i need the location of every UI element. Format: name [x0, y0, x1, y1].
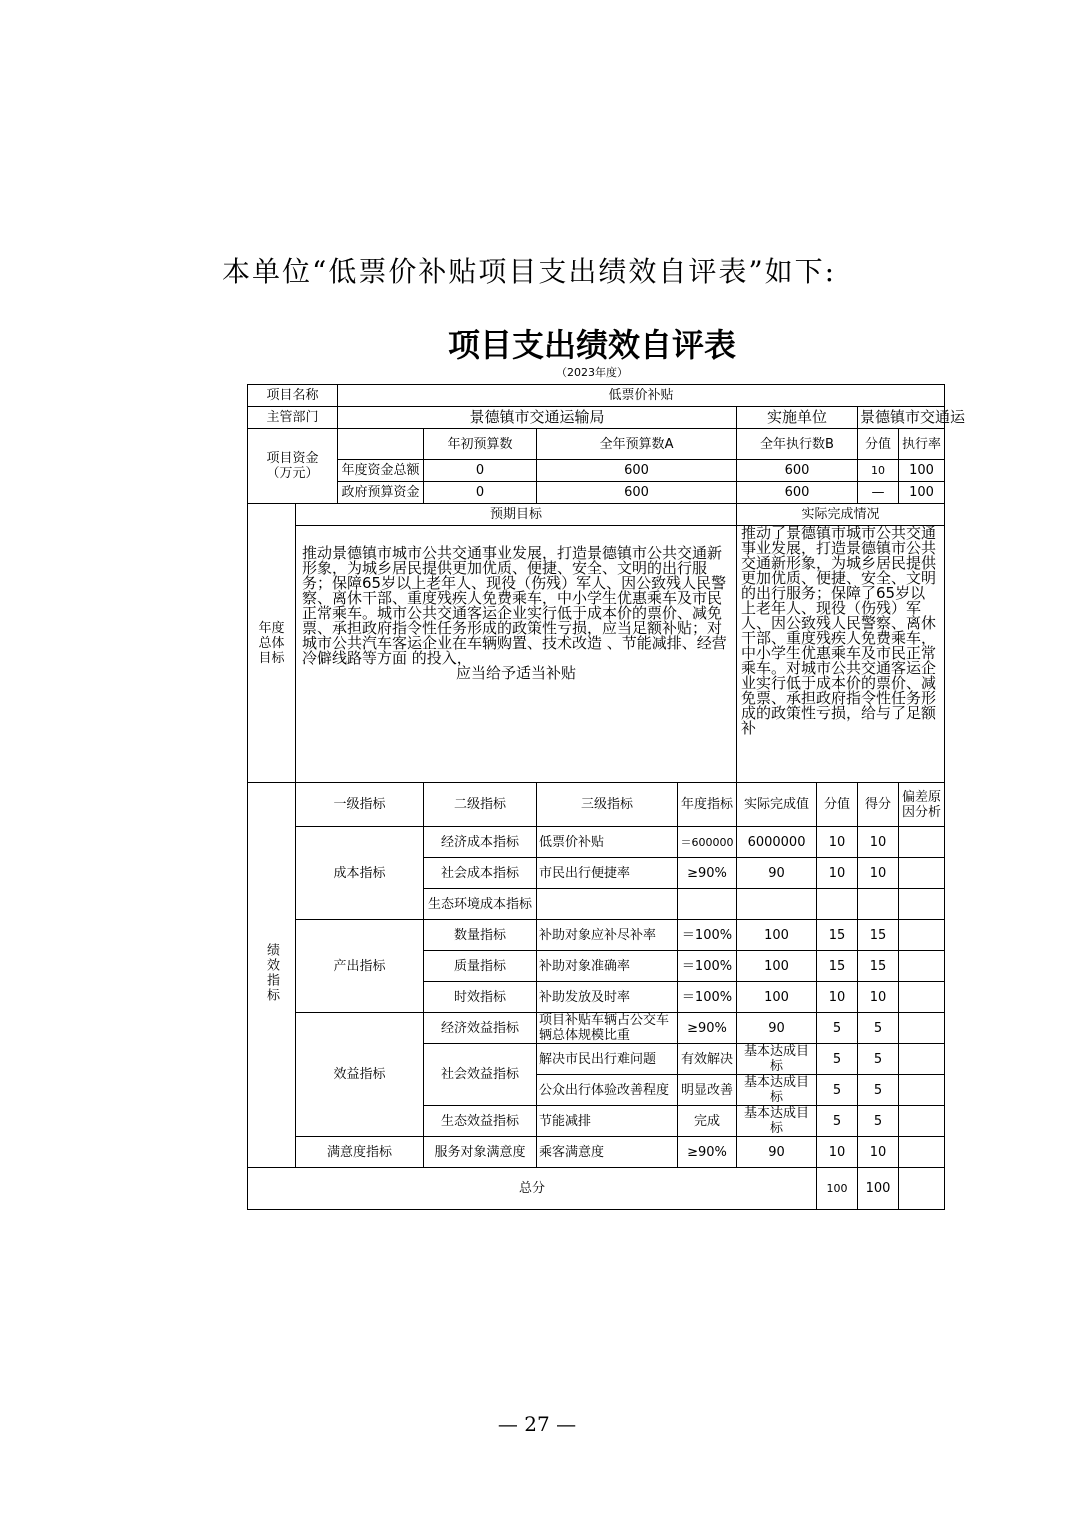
ind-l2: 经济成本指标 [424, 827, 537, 858]
label-year-goal-text: 年度 总体 目标 [258, 620, 285, 666]
funds-row-score-val: — [858, 482, 899, 504]
form-subtitle: （2023年度） [556, 366, 628, 379]
ind-l1: 成本指标 [296, 827, 424, 920]
ind-l1: 满意度指标 [296, 1137, 424, 1168]
ind-header-l3: 三级指标 [537, 783, 678, 827]
page-number: — 27 — [497, 1412, 577, 1436]
ind-score [858, 889, 899, 920]
ind-actual: 100 [737, 920, 817, 951]
ind-val: 5 [817, 1075, 858, 1106]
label-actual: 实际完成情况 [737, 504, 945, 526]
ind-l2: 社会成本指标 [424, 858, 537, 889]
ind-l3: 补助发放及时率 [537, 982, 678, 1013]
ind-score: 5 [858, 1075, 899, 1106]
ind-actual [737, 889, 817, 920]
ind-val: 10 [817, 1137, 858, 1168]
ind-header-l2: 二级指标 [424, 783, 537, 827]
ind-target [678, 889, 737, 920]
label-year-goal [248, 504, 296, 783]
ind-score: 5 [858, 1044, 899, 1075]
ind-l2: 生态效益指标 [424, 1106, 537, 1137]
ind-l2: 数量指标 [424, 920, 537, 951]
ind-target: ＝600000 [678, 827, 737, 858]
ind-deviation [899, 920, 945, 951]
ind-target: ≥90% [678, 858, 737, 889]
label-total: 总分 [248, 1168, 817, 1210]
ind-header-target: 年度指标 [678, 783, 737, 827]
ind-header-actual: 实际完成值 [737, 783, 817, 827]
ind-val: 5 [817, 1044, 858, 1075]
ind-header-score: 得分 [858, 783, 899, 827]
ind-deviation [899, 1075, 945, 1106]
ind-score: 5 [858, 1013, 899, 1044]
funds-header-score-val: 分值 [858, 429, 899, 460]
ind-target: ＝100% [678, 982, 737, 1013]
label-project-name: 项目名称 [248, 385, 338, 407]
ind-actual: 6000000 [737, 827, 817, 858]
ind-score: 10 [858, 858, 899, 889]
ind-header-val: 分值 [817, 783, 858, 827]
ind-l3: 低票价补贴 [537, 827, 678, 858]
intro-sentence: 本单位“低票价补贴项目支出绩效自评表”如下: [222, 255, 837, 288]
funds-row-exec: 600 [737, 460, 858, 482]
ind-deviation [899, 1106, 945, 1137]
funds-row-exec: 600 [737, 482, 858, 504]
ind-score: 15 [858, 951, 899, 982]
ind-target: ≥90% [678, 1137, 737, 1168]
ind-deviation [899, 827, 945, 858]
ind-val: 10 [817, 982, 858, 1013]
form-title: 项目支出绩效自评表 [447, 326, 736, 364]
total-score: 100 [858, 1168, 899, 1210]
ind-score: 10 [858, 1137, 899, 1168]
goal-expected [296, 526, 737, 783]
funds-header-initial: 年初预算数 [424, 429, 537, 460]
ind-val: 5 [817, 1106, 858, 1137]
ind-target: ＝100% [678, 920, 737, 951]
ind-l2: 社会效益指标 [424, 1044, 537, 1106]
label-department: 主管部门 [248, 407, 338, 429]
label-impl-unit: 实施单位 [737, 407, 858, 429]
ind-l3: 节能减排 [537, 1106, 678, 1137]
project-name-value: 低票价补贴 [338, 385, 945, 407]
funds-header-rate: 执行率 [899, 429, 945, 460]
ind-l2: 经济效益指标 [424, 1013, 537, 1044]
impl-unit-value: 景德镇市交通运 [858, 407, 945, 429]
ind-l2: 生态环境成本指标 [424, 889, 537, 920]
funds-row-score-val: 10 [858, 460, 899, 482]
ind-val: 15 [817, 920, 858, 951]
funds-row-annual: 600 [537, 460, 737, 482]
funds-row-rate: 100 [899, 460, 945, 482]
self-evaluation-table [247, 384, 966, 1210]
ind-deviation [899, 1013, 945, 1044]
ind-actual: 基本达成目标 [737, 1075, 817, 1106]
label-expected: 预期目标 [296, 504, 737, 526]
funds-header-annual: 全年预算数A [537, 429, 737, 460]
label-funds [248, 429, 338, 504]
ind-l2: 服务对象满意度 [424, 1137, 537, 1168]
ind-l3: 乘客满意度 [537, 1137, 678, 1168]
ind-score: 10 [858, 827, 899, 858]
goal-expected-last: 应当给予适当补贴 [456, 664, 577, 682]
label-funds-text: 项目资金 （万元） [266, 451, 319, 481]
funds-row-initial: 0 [424, 460, 537, 482]
funds-row-initial: 0 [424, 482, 537, 504]
goal-expected-text: 推动景德镇市城市公共交通事业发展，打造景德镇市公共交通新形象，为城乡居民提供更加优质、便捷、安全、文明的出行服务；保障65岁以上老年人、现役（伤残）军人、因公致残人民警察、离休干部、重度残疾人免费乘车，中小学生优惠乘车及市民正常乘车。城市公共交通客运企业实行低于成本价的票价、减免票、承担政府指令性任务形成的政策性亏损，应当足额补贴；对城市公共汽车客运企业在车辆购置、技术改造 、节能减排、经营冷僻线路等方面 的投入， [302, 544, 727, 667]
ind-l1: 产出指标 [296, 920, 424, 1013]
ind-score: 15 [858, 920, 899, 951]
goal-actual: 推动了景德镇市城市公共交通事业发展，打造景德镇市公共交通新形象，为城乡居民提供更加优质、便捷、安全、文明的出行服务；保障了65岁以上老年人、现役（伤残）军人、因公致残人民警察、离休干部、重度残疾人免费乘车，中小学生优惠乘车及市民正常乘车。对城市公共交通客运企业实行低于成本价的票价、减免票、承担政府指令性任务形成的政策性亏损，给与了足额补 [737, 526, 945, 783]
ind-score: 10 [858, 982, 899, 1013]
ind-l2: 质量指标 [424, 951, 537, 982]
ind-target: 明显改善 [678, 1075, 737, 1106]
total-val: 100 [817, 1168, 858, 1210]
label-perf [248, 783, 296, 1168]
funds-header-blank [338, 429, 424, 460]
ind-target: 有效解决 [678, 1044, 737, 1075]
label-perf-text: 绩效指标 [264, 943, 279, 1003]
ind-l3: 市民出行便捷率 [537, 858, 678, 889]
ind-actual: 90 [737, 858, 817, 889]
ind-score: 5 [858, 1106, 899, 1137]
ind-actual: 100 [737, 982, 817, 1013]
funds-row-annual: 600 [537, 482, 737, 504]
ind-target: ≥90% [678, 1013, 737, 1044]
ind-val [817, 889, 858, 920]
ind-val: 15 [817, 951, 858, 982]
ind-actual: 90 [737, 1137, 817, 1168]
ind-val: 10 [817, 858, 858, 889]
ind-deviation [899, 1137, 945, 1168]
funds-header-exec: 全年执行数B [737, 429, 858, 460]
ind-deviation [899, 951, 945, 982]
ind-l3 [537, 889, 678, 920]
ind-val: 5 [817, 1013, 858, 1044]
ind-l1: 效益指标 [296, 1013, 424, 1137]
funds-row-rate: 100 [899, 482, 945, 504]
ind-l3: 补助对象准确率 [537, 951, 678, 982]
ind-header-deviation: 偏差原因分析 [899, 783, 945, 827]
funds-row-label: 政府预算资金 [338, 482, 424, 504]
ind-target: 完成 [678, 1106, 737, 1137]
ind-actual: 基本达成目标 [737, 1106, 817, 1137]
ind-actual: 基本达成目标 [737, 1044, 817, 1075]
ind-val: 10 [817, 827, 858, 858]
ind-actual: 100 [737, 951, 817, 982]
ind-target: ＝100% [678, 951, 737, 982]
ind-header-l1: 一级指标 [296, 783, 424, 827]
ind-l3: 项目补贴车辆占公交车辆总体规模比重 [537, 1013, 678, 1044]
ind-l3: 解决市民出行难问题 [537, 1044, 678, 1075]
ind-l3: 补助对象应补尽补率 [537, 920, 678, 951]
ind-l3: 公众出行体验改善程度 [537, 1075, 678, 1106]
ind-deviation [899, 1044, 945, 1075]
ind-deviation [899, 858, 945, 889]
ind-l2: 时效指标 [424, 982, 537, 1013]
department-value: 景德镇市交通运输局 [338, 407, 737, 429]
ind-actual: 90 [737, 1013, 817, 1044]
ind-deviation [899, 982, 945, 1013]
funds-row-label: 年度资金总额 [338, 460, 424, 482]
ind-deviation [899, 889, 945, 920]
total-deviation [899, 1168, 945, 1210]
